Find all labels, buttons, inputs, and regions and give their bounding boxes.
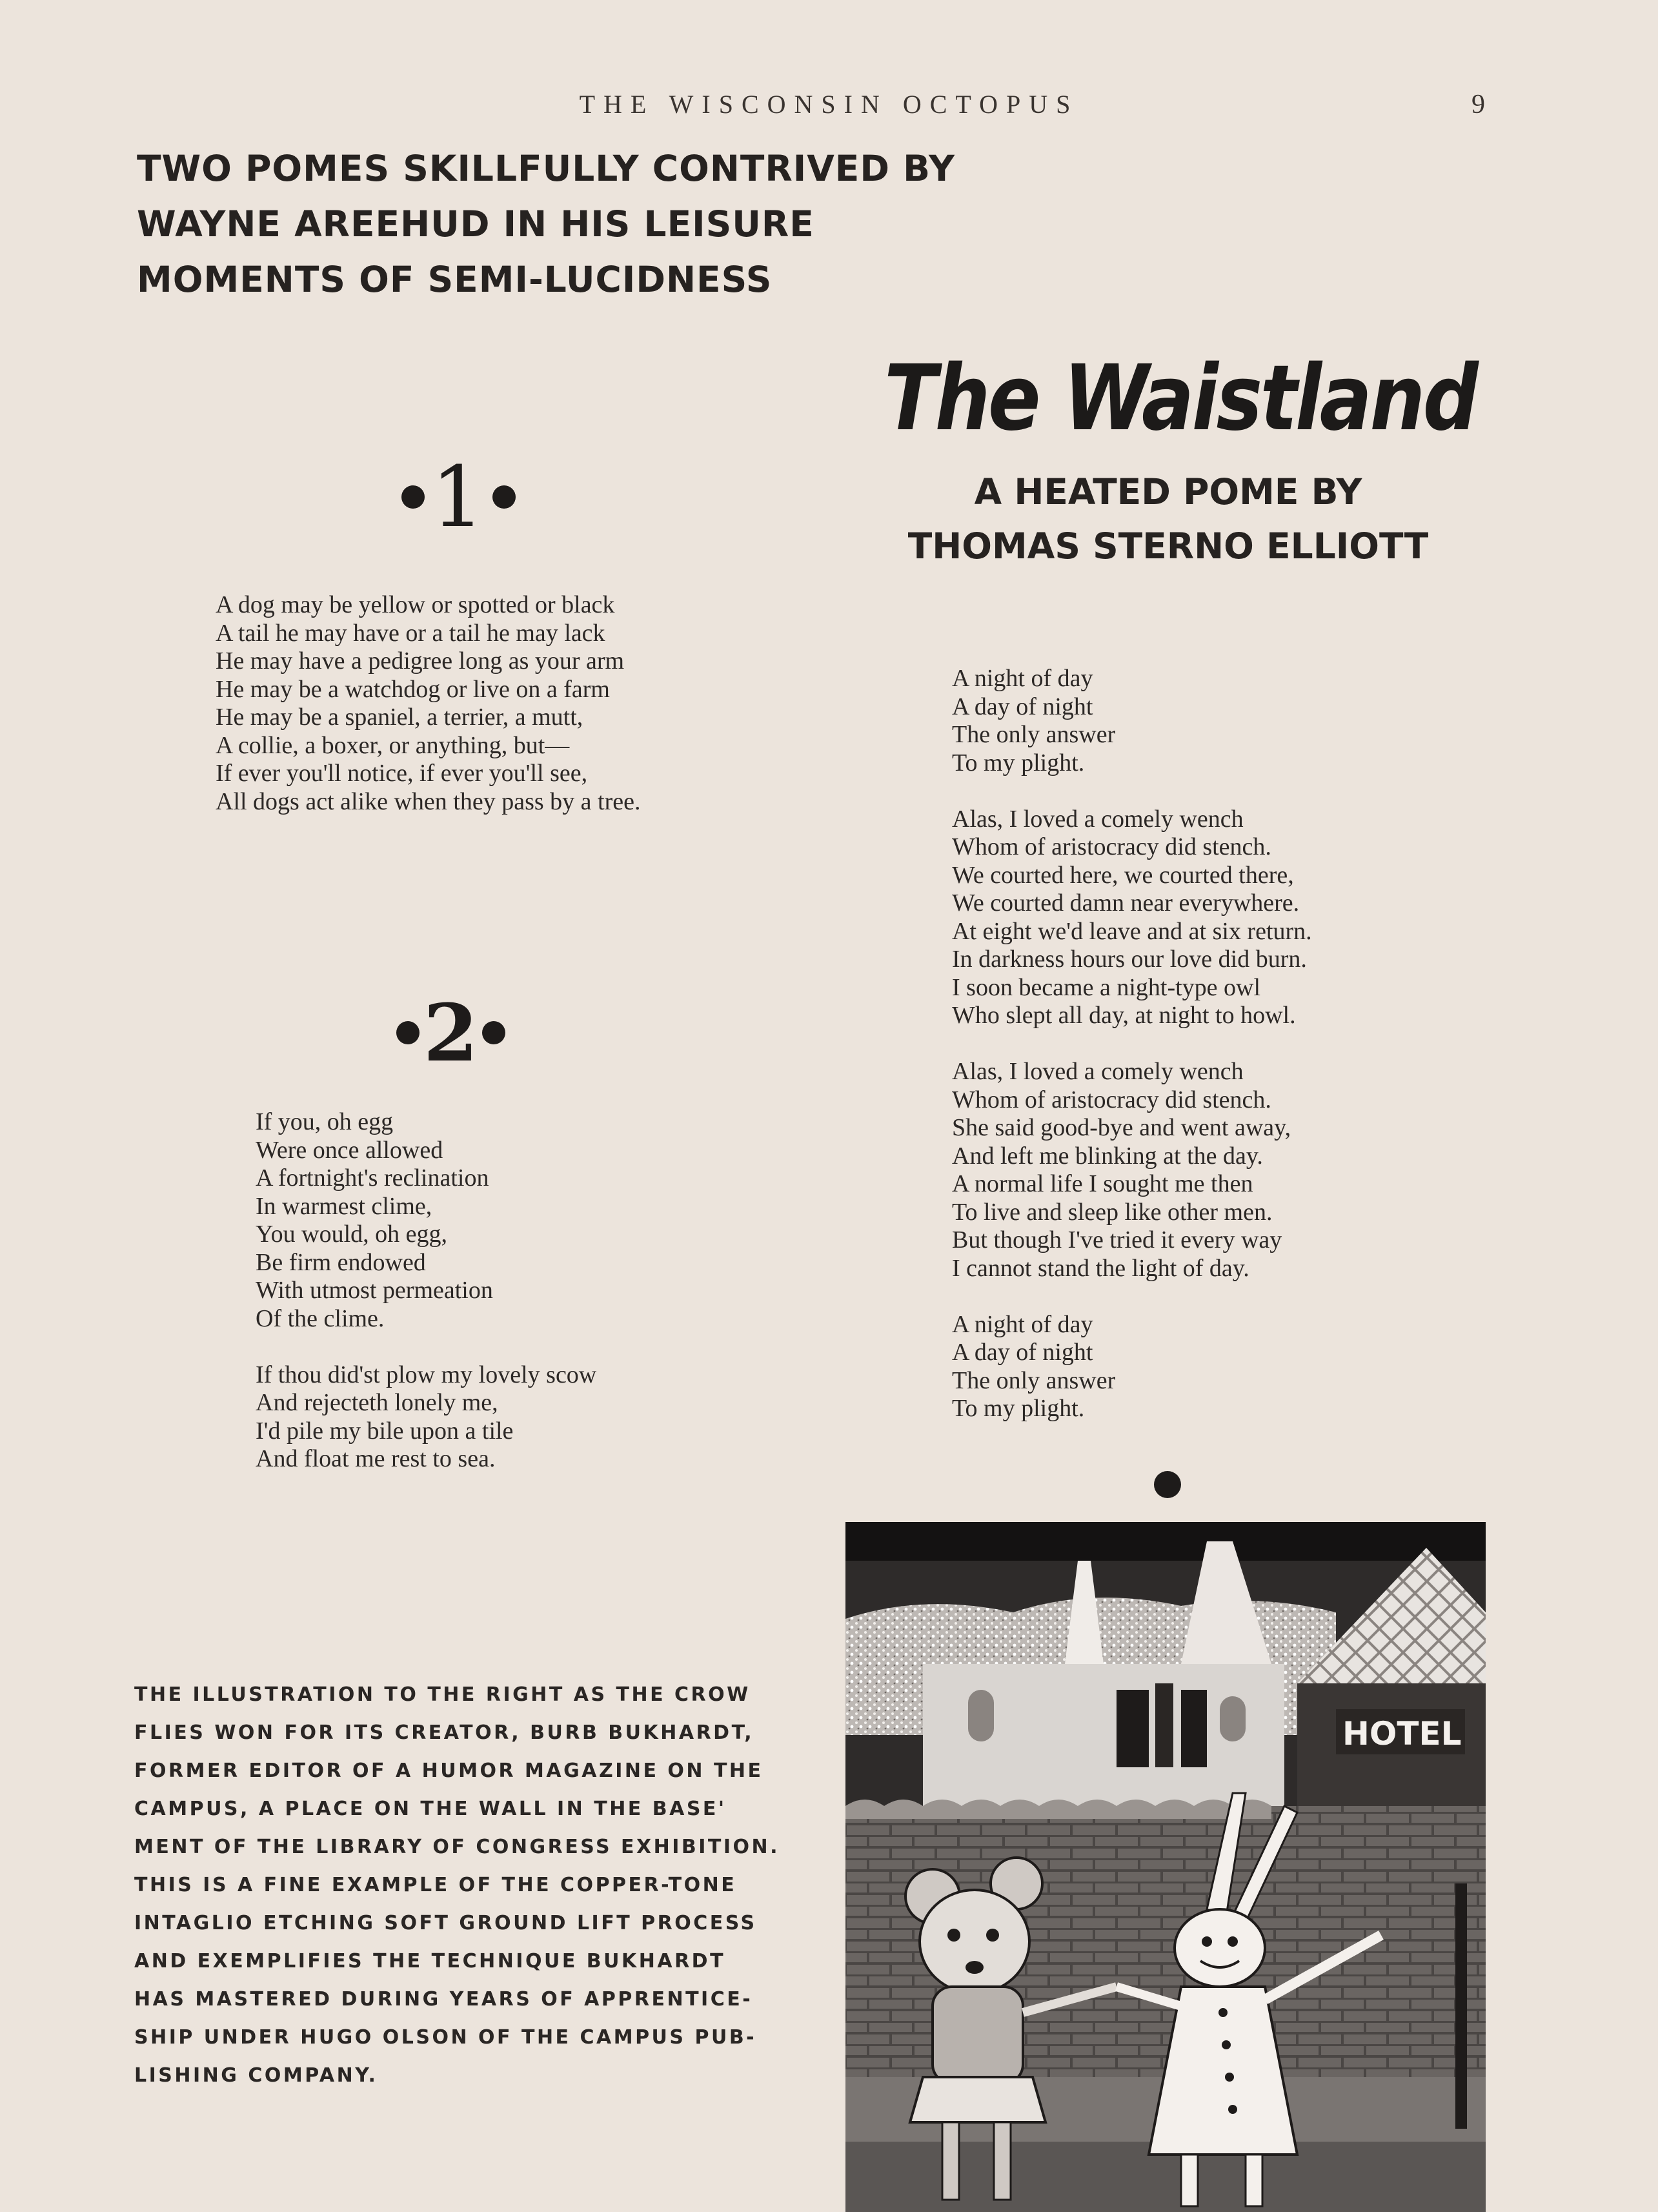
poem-line: A dog may be yellow or spotted or black (216, 591, 615, 618)
poem-line: A day of night (952, 1339, 1093, 1366)
illustration-caption (134, 1676, 780, 2095)
poem-2-number (396, 988, 505, 1078)
caption-line: THE ILLUSTRATION TO THE RIGHT AS THE CROW (134, 1683, 751, 1706)
poem-line: The only answer (952, 1366, 1116, 1394)
poem-line: To my plight. (952, 1395, 1085, 1422)
bullet-dot-icon (482, 1021, 505, 1044)
poem-stanza (256, 1361, 596, 1474)
caption-line: INTAGLIO ETCHING SOFT GROUND LIFT PROCESS (134, 1912, 757, 1934)
hotel-sign-text: HOTEL (1342, 1715, 1462, 1752)
poem-line: Who slept all day, at night to howl. (952, 1002, 1296, 1029)
poem-line: I cannot stand the light of day. (952, 1254, 1249, 1282)
poem-line: And rejecteth lonely me, (256, 1389, 498, 1416)
poem-line: A night of day (952, 1310, 1093, 1338)
poem-1-number (401, 448, 516, 546)
separator-dot-icon (1154, 1471, 1181, 1498)
mouse-and-rabbit-dancing-illustration (845, 1522, 1486, 2212)
bullet-dot-icon (401, 485, 425, 509)
poem-line: I soon became a night-type owl (952, 973, 1261, 1001)
waistland-poem-text (952, 665, 1312, 1423)
poem-line: Alas, I loved a comely wench (952, 805, 1244, 833)
page-number: 9 (1471, 90, 1485, 119)
poem-line: She said good-bye and went away, (952, 1114, 1291, 1141)
poem-stanza (952, 1311, 1312, 1423)
poem-line: With utmost permeation (256, 1277, 493, 1304)
poem-stanza (256, 1108, 596, 1333)
poem-stanza (952, 665, 1312, 777)
poem-line: To my plight. (952, 749, 1085, 776)
bullet-dot-icon (396, 1021, 420, 1044)
caption-line: LISHING COMPANY. (134, 2064, 378, 2087)
caption-line: FORMER EDITOR OF A HUMOR MAGAZINE ON THE (134, 1760, 763, 1782)
poem-stanza (952, 806, 1312, 1030)
poem-1-text (216, 591, 640, 816)
poem-line: Whom of aristocracy did stench. (952, 1086, 1271, 1113)
poem-line: In darkness hours our love did burn. (952, 946, 1307, 973)
poem-2-text (256, 1108, 596, 1474)
poem-line: If thou did'st plow my lovely scow (256, 1361, 597, 1388)
poem-line: And left me blinking at the day. (952, 1142, 1263, 1170)
poem-line: We courted damn near everywhere. (952, 889, 1300, 917)
poem-line: In warmest clime, (256, 1192, 432, 1220)
waistland-subtitle-line-2: THOMAS STERNO ELLIOTT (907, 525, 1429, 567)
poem-line: If ever you'll notice, if ever you'll see, (216, 760, 588, 787)
poem-line: Alas, I loved a comely wench (952, 1058, 1244, 1085)
caption-line: CAMPUS, A PLACE ON THE WALL IN THE BASE' (134, 1798, 727, 1820)
caption-line: MENT OF THE LIBRARY OF CONGRESS EXHIBITION. (134, 1836, 780, 1858)
poem-line: Were once allowed (256, 1136, 443, 1164)
intro-title-line: WAYNE AREEHUD IN HIS LEISURE (137, 203, 814, 245)
poem-line: We courted here, we courted there, (952, 861, 1294, 889)
intro-title-line: MOMENTS OF SEMI-LUCIDNESS (137, 259, 773, 300)
caption-line: AND EXEMPLIFIES THE TECHNIQUE BUKHARDT (134, 1950, 726, 1973)
poem-1-numeral: 1 (431, 448, 485, 546)
poem-line: At eight we'd leave and at six return. (952, 917, 1312, 945)
intro-title-line: TWO POMES SKILLFULLY CONTRIVED BY (137, 148, 955, 189)
poem-stanza (952, 1058, 1312, 1283)
poem-line: You would, oh egg, (256, 1221, 448, 1248)
caption-line: FLIES WON FOR ITS CREATOR, BURB BUKHARDT, (134, 1721, 754, 1744)
poem-line: He may be a spaniel, a terrier, a mutt, (216, 704, 583, 731)
bullet-dot-icon (492, 485, 516, 509)
poem-line: I'd pile my bile upon a tile (256, 1417, 514, 1445)
poem-line: A normal life I sought me then (952, 1170, 1253, 1197)
poem-line: Of the clime. (256, 1304, 385, 1332)
waistland-title: The Waistland (884, 346, 1477, 451)
poem-line: A fortnight's reclination (256, 1164, 489, 1192)
poem-line: And float me rest to sea. (256, 1445, 496, 1472)
poem-line: All dogs act alike when they pass by a tree. (216, 787, 641, 815)
poem-line: A night of day (952, 665, 1093, 692)
caption-line: THIS IS A FINE EXAMPLE OF THE COPPER-TONE (134, 1874, 737, 1896)
intro-title (137, 141, 1040, 307)
poem-line: Whom of aristocracy did stench. (952, 833, 1271, 860)
caption-line: HAS MASTERED DURING YEARS OF APPRENTICE- (134, 1988, 753, 2011)
poem-line: He may have a pedigree long as your arm (216, 647, 625, 675)
waistland-subtitle-line-1: A HEATED POME BY (974, 471, 1362, 512)
poem-line: To live and sleep like other men. (952, 1198, 1273, 1226)
poem-line: Be firm endowed (256, 1248, 426, 1276)
poem-line: He may be a watchdog or live on a farm (216, 675, 610, 703)
poem-line: A day of night (952, 693, 1093, 720)
poem-line: A tail he may have or a tail he may lack (216, 619, 605, 647)
running-title: THE WISCONSIN OCTOPUS (579, 90, 1079, 119)
poem-line: A collie, a boxer, or anything, but— (216, 731, 570, 759)
poem-line: But though I've tried it every way (952, 1226, 1282, 1253)
poem-2-numeral: 2 (423, 986, 478, 1079)
caption-line: SHIP UNDER HUGO OLSON OF THE CAMPUS PUB- (134, 2026, 757, 2049)
poem-line: If you, oh egg (256, 1108, 394, 1135)
poem-line: The only answer (952, 721, 1116, 748)
